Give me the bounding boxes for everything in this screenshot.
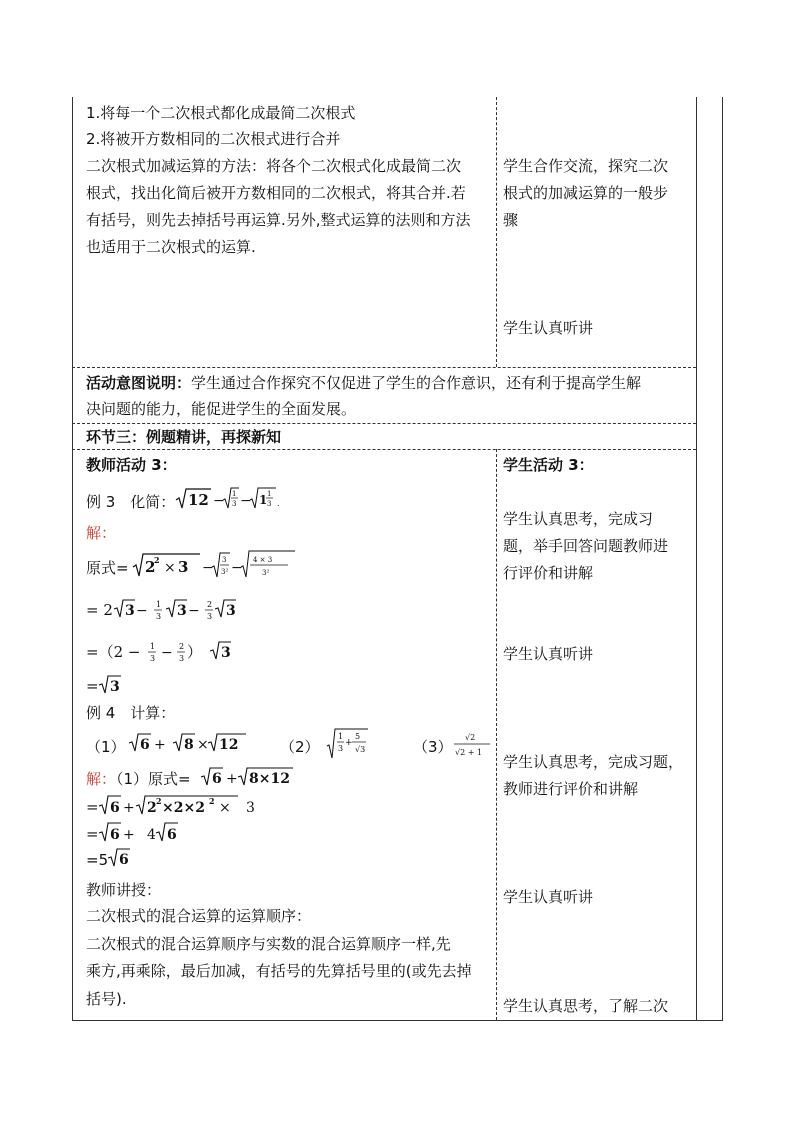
table-border-left: [72, 97, 73, 1020]
svg-text:6: 6: [167, 827, 177, 843]
svg-text:1: 1: [232, 490, 237, 498]
student-block-1-line-1: 学生认真思考，完成习: [503, 510, 654, 528]
svg-text:3²: 3²: [262, 569, 270, 577]
svg-text:+: +: [226, 771, 238, 787]
svg-text:3: 3: [156, 612, 162, 621]
svg-text:√3: √3: [355, 745, 366, 754]
example-4-q2-label: （2）: [280, 738, 320, 756]
svg-text:12: 12: [188, 491, 209, 509]
svg-text:√2 + 1: √2 + 1: [455, 748, 483, 757]
svg-text:−: −: [240, 493, 252, 509]
svg-text:6: 6: [212, 771, 222, 787]
solution-3-step-3: [86, 638, 246, 666]
svg-text:=: =: [86, 798, 99, 816]
svg-text:3: 3: [125, 603, 135, 619]
svg-text:3: 3: [150, 654, 156, 663]
example-4-label: 例 4 计算：: [86, 704, 176, 722]
student-activity-heading: 学生活动 3：: [503, 456, 594, 474]
student-block-1-line-2: 题，举手回答问题教师进: [503, 537, 669, 555]
svg-text:×: ×: [197, 737, 209, 753]
solution-4-final-prefix: =5: [86, 851, 109, 869]
svg-text:3: 3: [246, 800, 255, 816]
svg-text:3: 3: [226, 603, 236, 619]
row-divider-1: [72, 367, 696, 368]
intent-label: 活动意图说明：: [86, 374, 192, 392]
svg-text:×2×2: ×2×2: [162, 800, 205, 816]
column-divider-bottom: [496, 449, 497, 1020]
svg-text:=: =: [86, 825, 99, 843]
svg-text:+: +: [154, 737, 166, 753]
student-cooperation-line-1: 学生合作交流，探究二次: [503, 157, 669, 175]
explain-heading: 教师讲授：: [86, 881, 162, 899]
student-block-1-line-3: 行评价和讲解: [503, 564, 594, 582]
table-border-right-inner: [696, 97, 697, 1020]
solution-4: [86, 770, 191, 788]
svg-text:2: 2: [147, 800, 157, 816]
svg-text:3: 3: [179, 654, 185, 663]
svg-text:2: 2: [209, 796, 215, 806]
student-last-line: 学生认真思考，了解二次: [503, 997, 669, 1015]
svg-text:.: .: [277, 499, 280, 508]
solution-3-result: [86, 673, 136, 699]
solution-3-step-2: [86, 596, 246, 624]
svg-text:4: 4: [147, 827, 156, 843]
method-line-4: 根式，找出化简后被开方数相同的二次根式，将其合并.若: [86, 184, 466, 202]
svg-text:3²: 3²: [221, 568, 229, 576]
student-block-2-line-2: 教师进行评价和讲解: [503, 780, 639, 798]
svg-text:6: 6: [110, 827, 120, 843]
svg-text:2: 2: [145, 558, 156, 576]
svg-text:6: 6: [140, 737, 150, 753]
svg-text:12: 12: [219, 737, 239, 753]
row-divider-2: [72, 423, 696, 424]
svg-text:×: ×: [164, 560, 176, 576]
svg-text:1: 1: [150, 642, 156, 651]
svg-text:3: 3: [267, 500, 272, 508]
svg-text:3: 3: [207, 612, 213, 621]
svg-text:）: ）: [187, 643, 203, 661]
solution-3-step-1: [132, 547, 297, 581]
solution-3-orig-label: 原式=: [86, 559, 129, 577]
student-listen-note: 学生认真听讲: [503, 319, 594, 337]
column-divider-top: [496, 97, 497, 367]
example-4-q3-label: （3）: [413, 738, 453, 756]
example-4-q3-expression: [452, 728, 492, 760]
svg-text:1: 1: [156, 600, 162, 609]
svg-text:6: 6: [110, 800, 120, 816]
svg-text:6: 6: [119, 852, 129, 868]
example-3-label: 例 3 化简：: [86, 493, 176, 511]
solution-4-final: [86, 851, 108, 869]
explain-line-4: 括号).: [86, 990, 127, 1008]
table-border-bottom: [72, 1020, 723, 1021]
explain-line-1: 二次根式的混合运算的运算顺序：: [86, 907, 312, 925]
svg-text:3: 3: [110, 679, 120, 695]
explain-line-3: 乘方,再乘除，最后加减，有括号的先算括号里的(或先去掉: [86, 962, 472, 980]
svg-text:−: −: [213, 493, 225, 509]
student-listen-1: 学生认真听讲: [503, 645, 594, 663]
svg-text:1: 1: [338, 732, 344, 741]
svg-text:×: ×: [219, 800, 231, 816]
solution-4-step-2: [86, 792, 276, 820]
solution-4-step-3: [86, 820, 186, 846]
svg-text:−: −: [231, 560, 243, 576]
solution-4-prefix: （1）原式=: [116, 770, 191, 788]
svg-text:5: 5: [355, 732, 361, 741]
svg-text:1: 1: [267, 490, 272, 498]
svg-text:2: 2: [156, 796, 162, 806]
svg-text:3: 3: [338, 744, 344, 753]
method-line-1: 1.将每一个二次根式都化成最简二次根式: [86, 104, 356, 122]
svg-text:2: 2: [154, 555, 160, 565]
intent-line-2: 决问题的能力，能促进学生的全面发展。: [86, 400, 357, 418]
example-4-q2-expression: [326, 726, 374, 762]
svg-text:+: +: [345, 738, 353, 748]
example-3-expression: [175, 484, 285, 514]
svg-text:8×12: 8×12: [249, 771, 290, 787]
row-divider-3: [72, 449, 696, 450]
svg-text:−: −: [136, 603, 148, 619]
intent-text-1: 学生通过合作探究不仅促进了学生的合作意识，还有利于提高学生解: [191, 374, 642, 392]
intent-line-1: [86, 374, 641, 392]
solution-4-label: 解：: [86, 770, 117, 788]
section-3-title: 环节三：例题精讲，再探新知: [86, 428, 282, 446]
student-listen-2: 学生认真听讲: [503, 888, 594, 906]
svg-text:=（2 −: =（2 −: [86, 643, 141, 661]
student-cooperation-line-3: 骤: [503, 211, 519, 229]
solution-4-step-1: [200, 765, 300, 791]
explain-line-2: 二次根式的混合运算顺序与实数的混合运算顺序一样,先: [86, 935, 451, 953]
method-line-5: 有括号，则先去掉括号再运算.另外,整式运算的法则和方法: [86, 211, 471, 229]
solution-3-label: 解：: [86, 524, 117, 542]
svg-text:−: −: [202, 560, 214, 576]
student-cooperation-line-2: 根式的加减运算的一般步: [503, 184, 669, 202]
svg-text:1: 1: [259, 493, 268, 507]
svg-text:−: −: [188, 603, 200, 619]
svg-text:√2: √2: [465, 733, 476, 742]
svg-text:+: +: [123, 800, 135, 816]
teacher-activity-heading: 教师活动 3：: [86, 456, 177, 474]
svg-text:−: −: [161, 645, 173, 661]
svg-text:2: 2: [207, 600, 213, 609]
method-line-6: 也适用于二次根式的运算.: [86, 238, 256, 256]
solution-4-final-root: [107, 846, 137, 872]
example-4-q1-label: （1）: [86, 738, 126, 756]
svg-text:4 × 3: 4 × 3: [253, 556, 273, 564]
svg-text:3: 3: [222, 556, 227, 564]
svg-text:= 2: = 2: [86, 601, 113, 619]
method-line-3: 二次根式加减运算的方法：将各个二次根式化成最简二次: [86, 157, 462, 175]
student-block-2-line-1: 学生认真思考，完成习题，: [503, 753, 684, 771]
svg-text:3: 3: [178, 558, 189, 576]
table-border-right-outer: [722, 97, 723, 1020]
example-4-q1-expression: [128, 731, 253, 757]
svg-text:2: 2: [179, 642, 185, 651]
svg-text:3: 3: [221, 645, 231, 661]
svg-text:8: 8: [184, 737, 194, 753]
svg-text:=: =: [86, 677, 99, 695]
svg-text:3: 3: [177, 603, 187, 619]
method-line-2: 2.将被开方数相同的二次根式进行合并: [86, 130, 341, 148]
svg-text:+: +: [123, 827, 135, 843]
svg-text:3: 3: [232, 500, 237, 508]
